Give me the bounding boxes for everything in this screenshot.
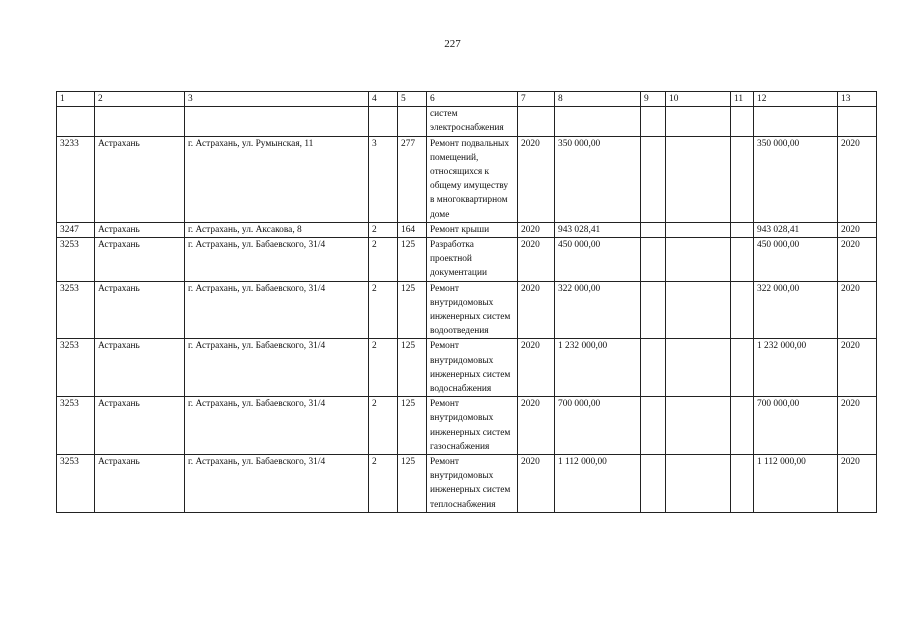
cell-row-id: 3253 [57,281,95,339]
column-header-6: 6 [427,92,518,107]
column-header-13: 13 [838,92,877,107]
cell-total-cost: 1 232 000,00 [555,339,641,397]
cell-area [398,107,427,136]
cell-floors: 2 [369,339,398,397]
cell-row-id: 3253 [57,397,95,455]
cell-col-9 [641,339,666,397]
cell-end-year: 2020 [838,238,877,282]
cell-municipality: Астрахань [95,136,185,222]
cell-start-year: 2020 [518,397,555,455]
cell-work-type: Ремонт крыши [427,222,518,237]
cell-col-10 [666,107,731,136]
column-header-12: 12 [754,92,838,107]
page-number: 227 [444,38,461,50]
cell-work-type: Ремонт внутридомовых инженерных систем газоснабжения [427,397,518,455]
cell-start-year: 2020 [518,238,555,282]
cell-work-type: систем электроснабжения [427,107,518,136]
table-row [57,222,877,237]
cell-col-9 [641,455,666,513]
table-row [57,238,877,282]
cell-col-9 [641,397,666,455]
cell-floors: 2 [369,238,398,282]
column-header-2: 2 [95,92,185,107]
cell-start-year [518,107,555,136]
cell-municipality: Астрахань [95,281,185,339]
cell-total-cost: 943 028,41 [555,222,641,237]
cell-start-year: 2020 [518,222,555,237]
cell-end-year: 2020 [838,136,877,222]
cell-address: г. Астрахань, ул. Бабаевского, 31/4 [185,339,369,397]
table-row [57,107,877,136]
column-header-7: 7 [518,92,555,107]
cell-address: г. Астрахань, ул. Аксакова, 8 [185,222,369,237]
cell-col-10 [666,339,731,397]
cell-col-11 [731,455,754,513]
cell-municipality: Астрахань [95,222,185,237]
cell-col-11 [731,281,754,339]
cell-fund-amount: 943 028,41 [754,222,838,237]
cell-start-year: 2020 [518,339,555,397]
cell-address: г. Астрахань, ул. Бабаевского, 31/4 [185,238,369,282]
cell-col-9 [641,107,666,136]
cell-area: 125 [398,281,427,339]
table-row [57,339,877,397]
cell-fund-amount: 1 112 000,00 [754,455,838,513]
cell-row-id: 3247 [57,222,95,237]
table-row [57,136,877,222]
cell-col-11 [731,136,754,222]
cell-municipality: Астрахань [95,238,185,282]
cell-floors: 2 [369,397,398,455]
cell-municipality: Астрахань [95,339,185,397]
cell-fund-amount: 700 000,00 [754,397,838,455]
cell-fund-amount: 450 000,00 [754,238,838,282]
cell-col-11 [731,339,754,397]
cell-col-9 [641,281,666,339]
cell-area: 277 [398,136,427,222]
cell-total-cost: 450 000,00 [555,238,641,282]
table-row [57,281,877,339]
cell-work-type: Ремонт подвальных помещений, относящихся к общему имуществу в многоквартирном доме [427,136,518,222]
column-header-4: 4 [369,92,398,107]
cell-area: 125 [398,455,427,513]
cell-end-year [838,107,877,136]
cell-col-10 [666,136,731,222]
cell-col-11 [731,222,754,237]
cell-start-year: 2020 [518,136,555,222]
cell-row-id [57,107,95,136]
cell-end-year: 2020 [838,455,877,513]
table-body [57,107,877,513]
column-header-8: 8 [555,92,641,107]
column-header-1: 1 [57,92,95,107]
cell-col-9 [641,222,666,237]
cell-fund-amount: 322 000,00 [754,281,838,339]
cell-floors: 2 [369,455,398,513]
cell-floors: 2 [369,222,398,237]
cell-row-id: 3253 [57,339,95,397]
cell-col-11 [731,107,754,136]
cell-total-cost [555,107,641,136]
cell-col-10 [666,222,731,237]
cell-fund-amount: 350 000,00 [754,136,838,222]
cell-end-year: 2020 [838,397,877,455]
cell-col-11 [731,397,754,455]
cell-col-10 [666,455,731,513]
cell-floors [369,107,398,136]
cell-col-9 [641,238,666,282]
cell-row-id: 3233 [57,136,95,222]
cell-floors: 2 [369,281,398,339]
cell-fund-amount [754,107,838,136]
cell-col-10 [666,397,731,455]
cell-area: 125 [398,339,427,397]
cell-col-10 [666,238,731,282]
cell-address: г. Астрахань, ул. Бабаевского, 31/4 [185,455,369,513]
cell-municipality [95,107,185,136]
cell-work-type: Ремонт внутридомовых инженерных систем водоснабжения [427,339,518,397]
cell-fund-amount: 1 232 000,00 [754,339,838,397]
cell-total-cost: 350 000,00 [555,136,641,222]
column-header-9: 9 [641,92,666,107]
cell-row-id: 3253 [57,238,95,282]
cell-work-type: Ремонт внутридомовых инженерных систем водоотведения [427,281,518,339]
cell-start-year: 2020 [518,455,555,513]
capital-repair-table [56,91,877,513]
cell-total-cost: 1 112 000,00 [555,455,641,513]
cell-area: 125 [398,397,427,455]
cell-municipality: Астрахань [95,397,185,455]
cell-address: г. Астрахань, ул. Бабаевского, 31/4 [185,281,369,339]
table-row [57,397,877,455]
cell-floors: 3 [369,136,398,222]
column-header-10: 10 [666,92,731,107]
cell-total-cost: 322 000,00 [555,281,641,339]
table-row [57,455,877,513]
column-header-11: 11 [731,92,754,107]
cell-row-id: 3253 [57,455,95,513]
cell-municipality: Астрахань [95,455,185,513]
column-header-5: 5 [398,92,427,107]
cell-start-year: 2020 [518,281,555,339]
cell-end-year: 2020 [838,222,877,237]
column-header-3: 3 [185,92,369,107]
cell-end-year: 2020 [838,281,877,339]
cell-work-type: Разработка проектной документации [427,238,518,282]
cell-area: 164 [398,222,427,237]
cell-col-9 [641,136,666,222]
cell-area: 125 [398,238,427,282]
cell-work-type: Ремонт внутридомовых инженерных систем теплоснабжения [427,455,518,513]
cell-address: г. Астрахань, ул. Бабаевского, 31/4 [185,397,369,455]
cell-col-10 [666,281,731,339]
column-number-row [57,92,877,107]
cell-address [185,107,369,136]
cell-col-11 [731,238,754,282]
cell-end-year: 2020 [838,339,877,397]
cell-total-cost: 700 000,00 [555,397,641,455]
cell-address: г. Астрахань, ул. Румынская, 11 [185,136,369,222]
